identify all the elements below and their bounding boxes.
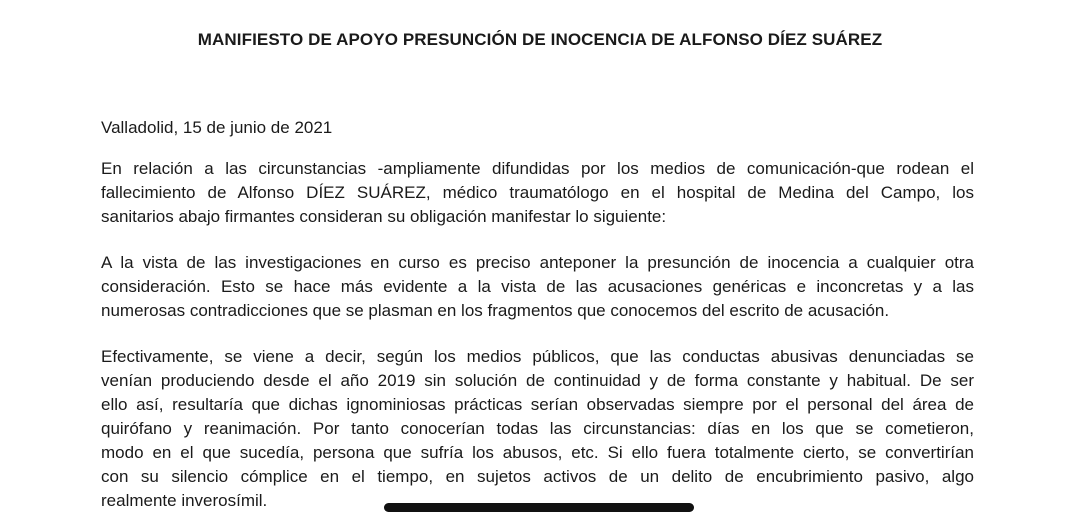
paragraph-line: consideración. Esto se hace más evidente a la vista de las acusaciones genéricas e inconcretas y a las xyxy=(101,277,974,296)
paragraph-1 xyxy=(101,157,974,229)
document-title: MANIFIESTO DE APOYO PRESUNCIÓN DE INOCENCIA DE ALFONSO DÍEZ SUÁREZ xyxy=(197,30,883,49)
paragraph-line: con su silencio cómplice en el tiempo, en sujetos activos de un delito de encubrimiento pasivo, algo xyxy=(101,467,974,486)
paragraph-line: En relación a las circunstancias -ampliamente difundidas por los medios de comunicación-que rodean el xyxy=(101,159,974,178)
paragraph-line: realmente inverosímil. xyxy=(101,491,268,510)
paragraph-line: modo en el que sucedía, persona que sufría los abusos, etc. Si ello fuera totalmente cierto, se convertirían xyxy=(101,443,974,462)
paragraph-line: A la vista de las investigaciones en curso es preciso anteponer la presunción de inocencia a cualquier otra xyxy=(101,253,974,272)
paragraph-line: fallecimiento de Alfonso DÍEZ SUÁREZ, médico traumatólogo en el hospital de Medina del Campo, los xyxy=(101,183,974,202)
paragraph-line: venían produciendo desde el año 2019 sin solución de continuidad y de forma constante y habitual. De ser xyxy=(101,371,974,390)
paragraph-line: ello así, resultaría que dichas ignominiosas prácticas serían observadas siempre por el personal del área de xyxy=(101,395,974,414)
paragraph-2 xyxy=(101,251,974,323)
paragraph-line: sanitarios abajo firmantes consideran su obligación manifestar lo siguiente: xyxy=(101,207,667,226)
paragraph-line: numerosas contradicciones que se plasman en los fragmentos que conocemos del escrito de acusación. xyxy=(101,301,890,320)
date-line: Valladolid, 15 de junio de 2021 xyxy=(101,118,333,137)
paragraph-line: Efectivamente, se viene a decir, según los medios públicos, que las conductas abusivas denunciadas se xyxy=(101,347,974,366)
paragraph-3 xyxy=(101,345,974,513)
home-indicator-bar[interactable] xyxy=(384,503,694,512)
paragraph-line: quirófano y reanimación. Por tanto conocerían todas las circunstancias: días en los que se cometieron, xyxy=(101,419,974,438)
